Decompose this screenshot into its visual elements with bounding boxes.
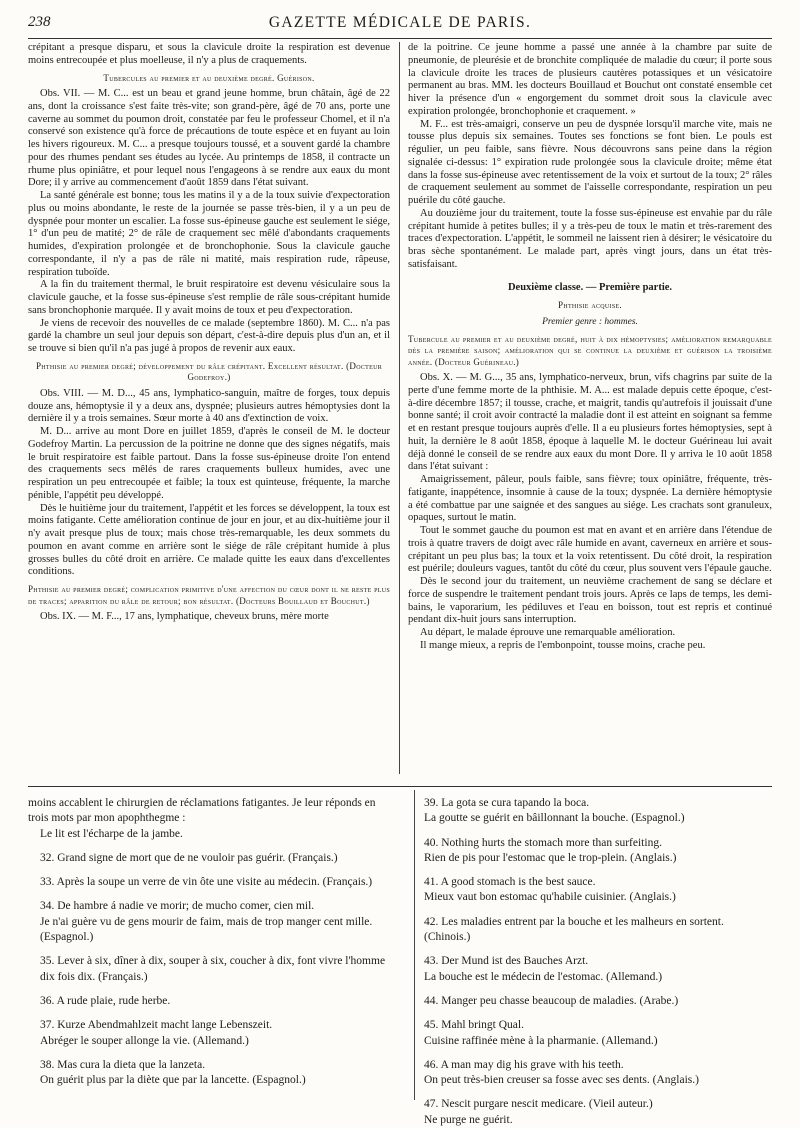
proverb-item: 33. Après la soupe un verre de vin ôte une visite au médecin. (Français.) bbox=[40, 876, 373, 889]
paragraph: crépitant a presque disparu, et sous la clavicule droite la respiration est devenue moins entrecoupée et plus moelleuse, il n'y a plus de craquements. bbox=[28, 42, 390, 66]
paragraph: de la poitrine. Ce jeune homme a passé une année à la chambre par suite de pneumonie, de pleurésie et de bronchite compliquée de maladie du cœur; il porte sous la clavicule droite les traces de plusieurs cautères potassiques et un vésicatoire permanent au bras. MM. les docteurs Bouillaud et Bouchut ont constaté ensemble cet hiver la présence d'un « engorgement du sommet droit sous la clavicule avec expiration prolongée, bronchophonie et craquement. » bbox=[408, 42, 772, 117]
section-separator-rule bbox=[28, 786, 772, 787]
column-divider bbox=[399, 42, 400, 774]
paragraph: Dès le huitième jour du traitement, l'appétit et les forces se développent, la toux est moins fatigante. Cette amélioration continue de jour en jour, et au dix-huitième jour il n'y avait presque plus de toux; mais chose très-remarquable, les deux sommets du poumon en avant comme en arrière sont le siége de râle crépitant humide à plus grosses bulles du côté droit en arrière. Ce malade quitte les eaux dans d'excellentes conditions. bbox=[28, 502, 390, 578]
proverbs-column-left bbox=[28, 796, 390, 1096]
page-number: 238 bbox=[28, 14, 51, 30]
proverb-item: 37. Kurze Abendmahlzeit macht lange Lebenszeit. bbox=[40, 1019, 273, 1032]
proverb-item: 45. Mahl bringt Qual. bbox=[424, 1019, 524, 1032]
observation-paragraph: Obs. IX. — M. F..., 17 ans, lymphatique, cheveux bruns, mère morte bbox=[40, 611, 329, 622]
paragraph: Amaigrissement, pâleur, pouls faible, sans fièvre; toux opiniâtre, fréquente, très-fatigante, inappétence, insomnie à cause de la toux; dyspnée. La dernière hémoptysie a été combattue par une saignée et des sangues au siége. Les crachats sont granuleux, opaques, surtout le matin. bbox=[408, 474, 772, 524]
article-column-left bbox=[28, 42, 390, 772]
proverb-item: 40. Nothing hurts the stomach more than surfeiting. bbox=[424, 836, 662, 849]
proverb-translation: La bouche est le médecin de l'estomac. (Allemand.) bbox=[424, 970, 663, 983]
proverb-translation: On peut très-bien creuser sa fosse avec ses dents. (Anglais.) bbox=[424, 1074, 699, 1087]
class-heading: Deuxième classe. — Première partie. bbox=[507, 281, 673, 293]
proverb-translation: Mieux vaut bon estomac qu'habile cuisinier. (Anglais.) bbox=[424, 891, 676, 904]
proverb-translation: La goutte se guérit en bâillonnant la bouche. (Espagnol.) bbox=[424, 812, 685, 825]
observation-paragraph: Obs. VII. — M. C... est un beau et grand jeune homme, brun châtain, âgé de 22 ans, dont la croissance s'est faite très-vite; son grand-père, âgé de 70 ans, porte une caverne au sommet du poumon droit, constatée par feu le professeur Chomel, et il n'a conservé son existence qu'à force de précautions de toute espèce et en fuyant au loin les hivers rigoureux. M. C... a presque toujours toussé, et a souvent gardé la chambre pour des rhumes pendant ses études au lycée. Au printemps de 1858, il contracte un rhume plus opiniâtre, et pour lequel nous l'engageons à se rendre aux eaux du mont Dore; il y arrive au commencement d'août 1859 dans l'état suivant. bbox=[28, 88, 390, 189]
article-column-right bbox=[408, 42, 772, 774]
journal-title: GAZETTE MÉDICALE DE PARIS. bbox=[268, 14, 532, 31]
proverb-item: 35. Lever à six, dîner à dix, souper à six, coucher à dix, font vivre l'homme dix fois dix. (Français.) bbox=[40, 955, 386, 983]
proverb-item: 34. De hambre á nadie ve morir; de mucho comer, cien mil. bbox=[40, 900, 315, 913]
paragraph: M. F... est très-amaigri, conserve un peu de dyspnée lorsqu'il marche vite, mais ne tousse plus depuis six semaines. Toutes ses fonctions se font bien. Le pouls est régulier, un peu faible, sans fièvre. Nous découvrons sans peine dans la région signalée ci-dessus: 1° expiration rude prolongée sous la clavicule droite; même état dans la fosse sus-épineuse avec retentissement de la voix et surtout de la toux; 2° râles de craquement seulement au sommet de l'aisselle correspondante, respiration un peu puérile du côté gauche. bbox=[408, 118, 772, 206]
proverb-translation: Abréger le souper allonge la vie. (Allemand.) bbox=[40, 1034, 249, 1047]
paragraph: Au douzième jour du traitement, toute la fosse sus-épineuse est envahie par du râle crépitant humide à petites bulles; il y a très-peu de toux le matin et très-rarement des traces d'expectoration. L'appétit, le sommeil ne laissent rien à désirer; le vésicatoire du bras sèche spontanément. Le malade part, après vingt jours, dans un état très-satisfaisant. bbox=[408, 207, 772, 270]
proverb-translation: Cuisine raffinée mène à la pharmanie. (Allemand.) bbox=[424, 1034, 658, 1047]
proverb-translation: On guérit plus par la diète que par la lancette. (Espagnol.) bbox=[40, 1074, 306, 1087]
proverb-translation: Rien de pis pour l'estomac que le trop-plein. (Anglais.) bbox=[424, 851, 677, 864]
column-divider bbox=[414, 790, 415, 1100]
page-header bbox=[28, 14, 772, 36]
proverb-item: 38. Mas cura la dieta que la lanzeta. bbox=[40, 1058, 206, 1071]
proverb-item: 39. La gota se cura tapando la boca. bbox=[424, 797, 590, 809]
section-heading: Tubercules au premier et au deuxième degré. Guérison. bbox=[103, 72, 315, 83]
proverb-translation: Je n'ai guère vu de gens mourir de faim, mais de trop manger cent mille. (Espagnol.) bbox=[40, 915, 373, 944]
section-heading: Phthisie au premier degré; développement du râle crépitant. Excellent résultat. (Docteur Godefroy.) bbox=[35, 360, 383, 383]
genre-heading: Premier genre : hommes. bbox=[542, 316, 638, 327]
proverb-item: 44. Manger peu chasse beaucoup de maladies. (Arabe.) bbox=[424, 994, 679, 1007]
proverb-item: 36. A rude plaie, rude herbe. bbox=[40, 994, 171, 1007]
header-rule bbox=[28, 38, 772, 39]
paragraph: moins accablent le chirurgien de réclamations fatigantes. Je leur réponds en trois mots par mon apophthegme : bbox=[28, 797, 376, 825]
observation-paragraph: Obs. VIII. — M. D..., 45 ans, lymphatico-sanguin, maître de forges, toux depuis douze ans, hémoptysie il y a deux ans, dyspnée; plusieurs autres hémoptysies dont la dernière il y a trois semaines. Sœur morte à 40 ans d'extinction de voix. bbox=[28, 387, 390, 425]
proverb-item: 41. A good stomach is the best sauce. bbox=[424, 876, 596, 889]
proverb-item: 43. Der Mund ist des Bauches Arzt. bbox=[424, 955, 589, 968]
paragraph: Au départ, le malade éprouve une remarquable amélioration. bbox=[420, 627, 676, 638]
proverb-item: 32. Grand signe de mort que de ne vouloir pas guérir. (Français.) bbox=[40, 851, 338, 864]
paragraph: A la fin du traitement thermal, le bruit respiratoire est devenu vésiculaire sous la clavicule gauche, et la fosse sus-épineuse s'est remplie de râle sous-crépitant humide sans bronchophonie marquée. Il y avait moins de toux et peu d'expectoration. bbox=[28, 279, 390, 316]
paragraph: Je viens de recevoir des nouvelles de ce malade (septembre 1860). M. C... n'a pas gardé la chambre un seul jour depuis son départ, c'est-à-dire depuis plus d'un an, et il se trouve si bien qu'il n'a pas jugé à propos de revenir aux eaux. bbox=[28, 317, 390, 354]
subsection-heading: Phthisie acquise. bbox=[558, 300, 622, 311]
section-heading: Tubercule au premier et au deuxième degré, huit à dix hémoptysies; amélioration remarquable dès la première saison; amélioration qui se continue la deuxième et guérison la troisième année. (Docteur Guérineau.) bbox=[408, 333, 772, 367]
proverb-item: 46. A man may dig his grave with his teeth. bbox=[424, 1058, 624, 1071]
paragraph: La santé générale est bonne; tous les matins il y a de la toux suivie d'expectoration plus ou moins abondante, le reste de la journée se passe très-bien, il y a un peu de dyspnée pour monter un escalier. La fosse sus-épineuse gauche est seulement le siége, 1° d'un peu de matité; 2° de râle de craquement sec mêlé d'abondants craquements humides, d'expiration prolongée et de bronchophonie. Sous la clavicule gauche correspondante, il n'y a pas de râle ni matité, mais respiration rude, râpeuse, respiration tuboïde. bbox=[28, 190, 390, 278]
section-heading: Phthisie au premier degré; complication primitive d'une affection du cœur dont il ne reste plus de traces; apparition du râle de retour; bon résultat. (Docteurs Bouillaud et Bouchut.) bbox=[28, 584, 390, 606]
paragraph: M. D... arrive au mont Dore en juillet 1859, d'après le conseil de M. le docteur Godefroy Martin. La percussion de la poitrine ne donne que des signes négatifs, mais le bruit respiratoire est faible partout. Dans la fosse sus-épineuse droite l'on entend des craquements secs mêlés de rares craquements bulleux humides, avec une respiration un peu entrecoupée et faible; la toux est quinteuse, fréquente, la marche pénible, l'appétit peu développé. bbox=[28, 426, 390, 501]
paragraph: Tout le sommet gauche du poumon est mat en avant et en arrière dans l'étendue de trois à quatre travers de doigt avec râle humide en avant, caverneux en arrière et sous-crépitant un peu plus bas; la toux et la voix retentissent. Du côté droit, la respiration est puérile; douleurs vagues, tantôt du côté du cœur, plus souvent vers l'épaule gauche. bbox=[408, 525, 772, 575]
paragraph: Dès le second jour du traitement, un neuvième crachement de sang se déclare et force de suspendre le traitement pendant trois jours. Après ce laps de temps, les demi-bains, le vaporarium, les pédiluves et l'eau en boisson, tout est repris et continué pendant dix-huit jours sans interruption. bbox=[408, 576, 772, 626]
proverb-item: 42. Les maladies entrent par la bouche et les malheurs en sortent. (Chinois.) bbox=[424, 915, 724, 944]
proverbs-column-right bbox=[424, 796, 772, 1126]
observation-paragraph: Obs. X. — M. G..., 35 ans, lymphatico-nerveux, brun, vifs chagrins par suite de la perte d'une femme morte de la phthisie. M. A... est malade depuis cette époque, c'est-à-dire décembre 1857; il tousse, crache, et maigrit, tandis qu'autrefois il jouissait d'une bonne santé; il croit avoir contracté la maladie dont il est atteint en soignant sa femme et en restant presque toujours auprès d'elle. Il a eu plusieurs fortes hémoptysies, sept à huit, la dernière le 8 août 1858, époque à laquelle M. le docteur Guérineau lui avait déjà donné le conseil de se rendre aux eaux du mont Dore. Il y arriva le 10 août 1858 dans l'état suivant : bbox=[408, 372, 772, 473]
paragraph: Il mange mieux, a repris de l'embonpoint, tousse moins, crache peu. bbox=[420, 639, 706, 651]
proverb-item: 47. Nescit purgare nescit medicare. (Vieil auteur.) bbox=[424, 1098, 653, 1111]
proverb-line: Le lit est l'écharpe de la jambe. bbox=[40, 827, 183, 840]
proverb-translation: Ne purge ne guérit. bbox=[424, 1113, 513, 1126]
